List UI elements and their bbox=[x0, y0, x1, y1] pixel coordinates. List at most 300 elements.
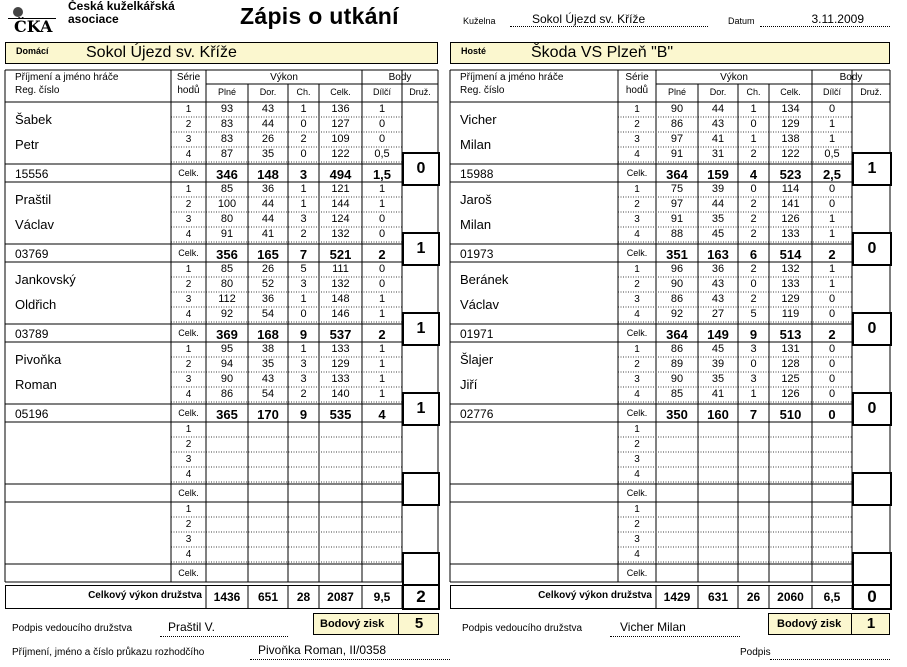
home-throw-cell[interactable]: 80 bbox=[220, 278, 234, 290]
home-sum-cell[interactable]: 4 bbox=[378, 407, 386, 422]
home-col-total: Celk. bbox=[330, 87, 351, 97]
home-throw-cell[interactable]: 0 bbox=[378, 278, 386, 290]
home-throw-cell[interactable]: 1 bbox=[300, 343, 307, 355]
home-series-number: 1 bbox=[185, 424, 192, 435]
home-celk-label: Celk. bbox=[178, 248, 199, 258]
home-series-number: 3 bbox=[185, 294, 192, 305]
home-throw-cell[interactable]: 0 bbox=[300, 118, 307, 130]
away-series-number: 2 bbox=[634, 119, 640, 130]
home-sum-cell[interactable]: 9 bbox=[299, 327, 308, 342]
away-throw-cell[interactable]: 133 bbox=[781, 278, 800, 290]
away-player-surname: Šlajer bbox=[460, 352, 494, 367]
away-throw-cell[interactable]: 90 bbox=[670, 103, 684, 115]
away-throw-cell[interactable]: 97 bbox=[670, 198, 684, 210]
away-throw-cell[interactable]: 31 bbox=[711, 148, 725, 160]
away-team-points-box[interactable] bbox=[852, 472, 892, 506]
home-sum-cell[interactable]: 3 bbox=[299, 167, 308, 182]
away-throw-cell[interactable]: 39 bbox=[711, 183, 725, 195]
home-throw-cell[interactable]: 127 bbox=[331, 118, 350, 130]
away-sum-cell[interactable]: 364 bbox=[666, 167, 688, 182]
away-throw-cell[interactable]: 90 bbox=[670, 278, 684, 290]
away-sum-cell[interactable]: 364 bbox=[666, 327, 688, 342]
home-throw-cell[interactable]: 2 bbox=[300, 228, 307, 240]
home-sum-cell[interactable]: 148 bbox=[257, 167, 279, 182]
home-series-number: 2 bbox=[185, 359, 192, 370]
away-throw-cell[interactable]: 2 bbox=[750, 148, 757, 160]
away-team-points-box[interactable] bbox=[852, 552, 892, 586]
away-series-number: 1 bbox=[634, 424, 640, 435]
away-throw-cell[interactable]: 41 bbox=[711, 388, 725, 400]
home-throw-cell[interactable]: 0 bbox=[300, 148, 307, 160]
home-player-surname: Pivoňka bbox=[15, 352, 62, 367]
away-series-number: 1 bbox=[634, 264, 640, 275]
away-throw-cell[interactable]: 129 bbox=[781, 118, 800, 130]
away-player-firstname: Jiří bbox=[460, 377, 478, 392]
away-throw-cell[interactable]: 86 bbox=[670, 118, 684, 130]
home-throw-cell[interactable]: 132 bbox=[331, 228, 350, 240]
home-throw-cell[interactable]: 133 bbox=[331, 343, 350, 355]
home-throw-cell[interactable]: 1 bbox=[378, 293, 386, 305]
home-throw-cell[interactable]: 43 bbox=[261, 103, 275, 115]
home-gain-value: 5 bbox=[398, 613, 439, 635]
away-throw-cell[interactable]: 27 bbox=[711, 308, 725, 320]
away-sum-cell[interactable]: 9 bbox=[749, 327, 758, 342]
away-series-number: 2 bbox=[634, 199, 640, 210]
away-player-firstname: Milan bbox=[460, 217, 492, 232]
away-throw-cell[interactable]: 125 bbox=[781, 373, 800, 385]
away-throw-cell[interactable]: 97 bbox=[670, 133, 684, 145]
home-throw-cell[interactable]: 44 bbox=[261, 198, 275, 210]
away-sum-cell[interactable]: 2 bbox=[828, 327, 836, 342]
home-throw-cell[interactable]: 109 bbox=[331, 133, 350, 145]
home-throw-cell[interactable]: 112 bbox=[218, 293, 236, 305]
home-throw-cell[interactable]: 35 bbox=[261, 358, 275, 370]
away-player-reg: 15988 bbox=[460, 167, 494, 181]
home-throw-cell[interactable]: 1 bbox=[378, 373, 386, 385]
away-sig-line bbox=[610, 636, 740, 637]
away-col-name-1: Příjmení a jméno hráče bbox=[460, 72, 564, 83]
home-throw-cell[interactable]: 44 bbox=[261, 213, 275, 225]
away-team-points-box[interactable]: 1 bbox=[852, 152, 892, 186]
home-throw-cell[interactable]: 94 bbox=[220, 358, 234, 370]
away-throw-cell[interactable]: 43 bbox=[711, 118, 725, 130]
home-throw-cell[interactable]: 86 bbox=[220, 388, 234, 400]
away-throw-cell[interactable]: 86 bbox=[670, 343, 684, 355]
home-throw-cell[interactable]: 1 bbox=[378, 198, 386, 210]
home-col-clear: Dor. bbox=[259, 87, 277, 97]
home-throw-cell[interactable]: 100 bbox=[217, 198, 237, 210]
home-player-surname: Jankovský bbox=[15, 272, 76, 287]
home-throw-cell[interactable]: 1 bbox=[300, 103, 307, 115]
away-throw-cell[interactable]: 91 bbox=[670, 148, 684, 160]
away-player-firstname: Václav bbox=[460, 297, 500, 312]
home-team-name: Sokol Újezd sv. Kříže bbox=[86, 44, 237, 61]
away-throw-cell[interactable]: 75 bbox=[670, 183, 684, 195]
home-throw-cell[interactable]: 95 bbox=[220, 343, 234, 355]
away-sum-cell[interactable]: 7 bbox=[749, 407, 758, 422]
away-throw-cell[interactable]: 2 bbox=[750, 228, 757, 240]
away-series-number: 4 bbox=[634, 389, 640, 400]
away-celk-label: Celk. bbox=[626, 168, 648, 178]
home-throw-cell[interactable]: 0 bbox=[300, 308, 307, 320]
home-series-number: 2 bbox=[185, 119, 192, 130]
home-throw-cell[interactable]: 1 bbox=[300, 293, 307, 305]
home-team-points-box[interactable]: 1 bbox=[402, 232, 440, 266]
away-team-points-box[interactable]: 0 bbox=[852, 392, 892, 426]
away-throw-cell[interactable]: 126 bbox=[781, 388, 800, 400]
home-throw-cell[interactable]: 91 bbox=[220, 228, 234, 240]
away-throw-cell[interactable]: 138 bbox=[781, 133, 800, 145]
home-series-number: 2 bbox=[185, 439, 192, 450]
away-series-number: 3 bbox=[634, 214, 640, 225]
home-throw-cell[interactable]: 133 bbox=[331, 373, 350, 385]
home-throw-cell[interactable]: 43 bbox=[261, 373, 275, 385]
away-throw-cell[interactable]: 0 bbox=[750, 118, 757, 130]
home-player-reg: 03769 bbox=[15, 247, 49, 261]
away-throw-cell[interactable]: 43 bbox=[711, 293, 725, 305]
home-throw-cell[interactable]: 0 bbox=[378, 263, 386, 275]
away-series-number: 3 bbox=[634, 534, 640, 545]
away-throw-cell[interactable]: 44 bbox=[711, 103, 725, 115]
home-series-number: 2 bbox=[185, 279, 192, 290]
away-label: Hosté bbox=[461, 46, 487, 56]
away-throw-cell[interactable]: 131 bbox=[781, 343, 800, 355]
home-throw-cell[interactable]: 146 bbox=[331, 308, 350, 320]
home-throw-cell[interactable]: 1 bbox=[378, 343, 386, 355]
away-throw-cell[interactable]: 2 bbox=[750, 198, 757, 210]
away-sum-cell[interactable]: 351 bbox=[666, 247, 688, 262]
home-throw-cell[interactable]: 36 bbox=[261, 293, 275, 305]
home-throw-cell[interactable]: 85 bbox=[220, 263, 234, 275]
away-throw-cell[interactable]: 1 bbox=[750, 103, 757, 115]
home-celk-label: Celk. bbox=[178, 328, 199, 338]
referee-line bbox=[250, 659, 450, 660]
home-throw-cell[interactable]: 1 bbox=[378, 388, 386, 400]
away-sum-cell[interactable]: 4 bbox=[749, 167, 758, 182]
home-celk-label: Celk. bbox=[178, 168, 199, 178]
home-player-firstname: Petr bbox=[15, 137, 39, 152]
home-throw-cell[interactable]: 54 bbox=[261, 388, 275, 400]
away-throw-cell[interactable]: 0 bbox=[828, 343, 836, 355]
home-sum-cell[interactable]: 165 bbox=[257, 247, 279, 262]
away-team-points-box[interactable]: 0 bbox=[852, 312, 892, 346]
away-throw-cell[interactable]: 39 bbox=[711, 358, 725, 370]
away-totals-label: Celkový výkon družstva bbox=[538, 590, 652, 601]
home-throw-cell[interactable]: 0 bbox=[378, 213, 386, 225]
away-throw-cell[interactable]: 1 bbox=[750, 133, 757, 145]
away-total-cell: 1429 bbox=[663, 590, 691, 604]
away-series-number: 2 bbox=[634, 519, 640, 530]
away-throw-cell[interactable]: 1 bbox=[828, 278, 836, 290]
away-col-total: Celk. bbox=[780, 87, 801, 97]
away-col-clear: Dor. bbox=[709, 87, 727, 97]
away-throw-cell[interactable]: 0 bbox=[828, 308, 836, 320]
away-throw-cell[interactable]: 132 bbox=[781, 263, 800, 275]
away-throw-cell[interactable]: 2 bbox=[750, 263, 757, 275]
home-throw-cell[interactable]: 3 bbox=[300, 358, 307, 370]
home-series-number: 2 bbox=[185, 519, 192, 530]
away-player-surname: Jaroš bbox=[460, 192, 492, 207]
home-throw-cell[interactable]: 93 bbox=[220, 103, 234, 115]
away-throw-cell[interactable]: 5 bbox=[750, 308, 757, 320]
away-throw-cell[interactable]: 0 bbox=[828, 183, 836, 195]
home-throw-cell[interactable]: 3 bbox=[300, 213, 307, 225]
home-throw-cell[interactable]: 41 bbox=[261, 228, 275, 240]
home-throw-cell[interactable]: 0,5 bbox=[374, 148, 390, 160]
away-sum-cell[interactable]: 510 bbox=[779, 407, 802, 422]
home-sum-cell[interactable]: 7 bbox=[299, 247, 308, 262]
away-throw-cell[interactable]: 1 bbox=[828, 118, 836, 130]
home-player-surname: Praštil bbox=[15, 192, 52, 207]
home-totals-label: Celkový výkon družstva bbox=[88, 590, 202, 601]
away-col-partial: Dílčí bbox=[823, 87, 841, 97]
home-throw-cell[interactable]: 2 bbox=[300, 388, 307, 400]
home-throw-cell[interactable]: 87 bbox=[220, 148, 234, 160]
away-throw-cell[interactable]: 0 bbox=[828, 103, 836, 115]
away-throw-cell[interactable]: 122 bbox=[781, 148, 800, 160]
away-throw-cell[interactable]: 126 bbox=[781, 213, 800, 225]
home-sum-cell[interactable]: 168 bbox=[257, 327, 279, 342]
home-team-points-box[interactable]: 1 bbox=[402, 392, 440, 426]
away-sum-cell[interactable]: 149 bbox=[707, 327, 729, 342]
away-player-firstname: Milan bbox=[460, 137, 492, 152]
away-throw-cell[interactable]: 96 bbox=[670, 263, 684, 275]
date-field[interactable]: 3.11.2009 bbox=[760, 12, 890, 27]
away-sum-cell[interactable]: 513 bbox=[779, 327, 802, 342]
home-throw-cell[interactable]: 54 bbox=[261, 308, 275, 320]
home-team-points-box[interactable]: 0 bbox=[402, 152, 440, 186]
away-series-number: 2 bbox=[634, 439, 640, 450]
home-series-number: 4 bbox=[185, 389, 192, 400]
home-player-firstname: Oldřich bbox=[15, 297, 57, 312]
away-throw-cell[interactable]: 35 bbox=[711, 373, 725, 385]
home-sum-cell[interactable]: 346 bbox=[216, 167, 238, 182]
away-throw-cell[interactable]: 1 bbox=[750, 388, 757, 400]
away-throw-cell[interactable]: 134 bbox=[781, 103, 800, 115]
home-throw-cell[interactable]: 80 bbox=[220, 213, 234, 225]
home-total-cell: 651 bbox=[257, 590, 279, 604]
away-sum-cell[interactable]: 2,5 bbox=[822, 167, 842, 182]
referee-sig-label: Podpis bbox=[740, 647, 771, 658]
away-throw-cell[interactable]: 1 bbox=[828, 213, 836, 225]
home-throw-cell[interactable]: 3 bbox=[300, 278, 307, 290]
away-throw-cell[interactable]: 41 bbox=[711, 133, 725, 145]
away-series-number: 4 bbox=[634, 309, 640, 320]
home-throw-cell[interactable]: 121 bbox=[331, 183, 350, 195]
away-throw-cell[interactable]: 0 bbox=[750, 358, 757, 370]
home-throw-cell[interactable]: 1 bbox=[378, 308, 386, 320]
away-throw-cell[interactable]: 0 bbox=[750, 278, 757, 290]
away-throw-cell[interactable]: 0 bbox=[828, 198, 836, 210]
away-col-team: Druž. bbox=[860, 87, 882, 97]
home-sum-cell[interactable]: 1,5 bbox=[372, 167, 392, 182]
home-throw-cell[interactable]: 140 bbox=[331, 388, 350, 400]
away-throw-cell[interactable]: 45 bbox=[711, 343, 725, 355]
away-player-reg: 01971 bbox=[460, 327, 494, 341]
home-series-number: 1 bbox=[185, 504, 192, 515]
away-throw-cell[interactable]: 0 bbox=[750, 183, 757, 195]
home-col-team: Druž. bbox=[409, 87, 431, 97]
away-celk-label: Celk. bbox=[626, 408, 648, 418]
home-throw-cell[interactable]: 1 bbox=[378, 183, 386, 195]
home-col-partial: Dílčí bbox=[373, 87, 391, 97]
referee-label: Příjmení, jméno a číslo průkazu rozhodčího bbox=[12, 647, 205, 658]
away-throw-cell[interactable]: 2 bbox=[750, 213, 757, 225]
home-total-cell: 2087 bbox=[327, 590, 354, 604]
home-col-series-2: hodů bbox=[177, 85, 200, 96]
page-title: Zápis o utkání bbox=[240, 3, 399, 29]
home-sum-cell[interactable]: 2 bbox=[378, 327, 386, 342]
home-sum-cell[interactable]: 494 bbox=[329, 167, 352, 182]
away-celk-label: Celk. bbox=[626, 328, 648, 338]
away-throw-cell[interactable]: 129 bbox=[781, 293, 800, 305]
home-throw-cell[interactable]: 2 bbox=[300, 133, 307, 145]
venue-label: Kuželna bbox=[463, 16, 496, 26]
home-throw-cell[interactable]: 83 bbox=[220, 133, 234, 145]
away-throw-cell[interactable]: 0 bbox=[828, 358, 836, 370]
home-throw-cell[interactable]: 90 bbox=[220, 373, 234, 385]
away-throw-cell[interactable]: 45 bbox=[711, 228, 725, 240]
away-throw-cell[interactable]: 1 bbox=[828, 133, 836, 145]
venue-field[interactable]: Sokol Újezd sv. Kříže bbox=[510, 12, 708, 27]
home-throw-cell[interactable]: 44 bbox=[261, 118, 275, 130]
home-series-number: 3 bbox=[185, 534, 192, 545]
home-sum-cell[interactable]: 369 bbox=[216, 327, 238, 342]
away-throw-cell[interactable]: 1 bbox=[828, 263, 836, 275]
home-label: Domácí bbox=[16, 46, 49, 56]
away-throw-cell[interactable]: 85 bbox=[670, 388, 684, 400]
away-total-cell: 2060 bbox=[777, 590, 804, 604]
home-series-number: 1 bbox=[185, 344, 192, 355]
away-throw-cell[interactable]: 90 bbox=[670, 373, 684, 385]
home-throw-cell[interactable]: 124 bbox=[331, 213, 350, 225]
away-throw-cell[interactable]: 133 bbox=[781, 228, 800, 240]
away-throw-cell[interactable]: 119 bbox=[781, 308, 800, 320]
home-gain-label: Bodový zisk bbox=[320, 618, 385, 630]
away-col-perf: Výkon bbox=[720, 72, 748, 83]
home-throw-cell[interactable]: 38 bbox=[261, 343, 275, 355]
home-sum-cell[interactable]: 521 bbox=[329, 247, 352, 262]
home-throw-cell[interactable]: 5 bbox=[300, 263, 307, 275]
away-sum-cell[interactable]: 163 bbox=[707, 247, 729, 262]
away-gain-label: Bodový zisk bbox=[777, 618, 842, 630]
home-throw-cell[interactable]: 136 bbox=[331, 103, 350, 115]
home-sum-cell[interactable]: 2 bbox=[378, 247, 386, 262]
away-sum-cell[interactable]: 6 bbox=[749, 247, 758, 262]
away-throw-cell[interactable]: 141 bbox=[781, 198, 800, 210]
home-throw-cell[interactable]: 129 bbox=[331, 358, 350, 370]
away-throw-cell[interactable]: 0 bbox=[828, 373, 836, 385]
away-total-cell: 631 bbox=[707, 590, 729, 604]
away-sum-cell[interactable]: 514 bbox=[779, 247, 802, 262]
home-sum-cell[interactable]: 356 bbox=[216, 247, 238, 262]
away-throw-cell[interactable]: 2 bbox=[750, 293, 757, 305]
away-throw-cell[interactable]: 0,5 bbox=[824, 148, 840, 160]
home-throw-cell[interactable]: 36 bbox=[261, 183, 275, 195]
home-throw-cell[interactable]: 0 bbox=[378, 133, 386, 145]
home-sum-cell[interactable]: 537 bbox=[329, 327, 352, 342]
away-throw-cell[interactable]: 114 bbox=[781, 183, 800, 195]
away-player-surname: Vicher bbox=[460, 112, 497, 127]
home-series-number: 3 bbox=[185, 374, 192, 385]
home-throw-cell[interactable]: 144 bbox=[331, 198, 350, 210]
away-sum-cell[interactable]: 523 bbox=[779, 167, 802, 182]
home-throw-cell[interactable]: 26 bbox=[261, 133, 275, 145]
away-throw-cell[interactable]: 44 bbox=[711, 198, 725, 210]
referee-value: Pivoňka Roman, II/0358 bbox=[258, 643, 387, 657]
home-col-perf: Výkon bbox=[270, 72, 298, 83]
home-throw-cell[interactable]: 92 bbox=[220, 308, 234, 320]
away-throw-cell[interactable]: 128 bbox=[781, 358, 800, 370]
away-throw-cell[interactable]: 92 bbox=[670, 308, 684, 320]
home-throw-cell[interactable]: 132 bbox=[331, 278, 350, 290]
away-gain-value: 1 bbox=[851, 613, 890, 635]
home-sig-line bbox=[160, 636, 288, 637]
home-throw-cell[interactable]: 26 bbox=[261, 263, 275, 275]
away-throw-cell[interactable]: 35 bbox=[711, 213, 725, 225]
home-throw-cell[interactable]: 83 bbox=[220, 118, 234, 130]
away-sum-cell[interactable]: 350 bbox=[666, 407, 688, 422]
home-throw-cell[interactable]: 3 bbox=[300, 373, 307, 385]
home-throw-cell[interactable]: 122 bbox=[331, 148, 350, 160]
home-series-number: 2 bbox=[185, 199, 192, 210]
home-throw-cell[interactable]: 85 bbox=[220, 183, 234, 195]
away-throw-cell[interactable]: 3 bbox=[750, 373, 757, 385]
away-throw-cell[interactable]: 0 bbox=[828, 293, 836, 305]
home-team-points-box[interactable]: 1 bbox=[402, 312, 440, 346]
away-player-reg: 02776 bbox=[460, 407, 494, 421]
svg-text:ČKA: ČKA bbox=[14, 17, 53, 34]
home-sum-cell[interactable]: 365 bbox=[216, 407, 238, 422]
home-throw-cell[interactable]: 111 bbox=[332, 263, 349, 275]
home-sum-cell[interactable]: 170 bbox=[257, 407, 279, 422]
away-throw-cell[interactable]: 89 bbox=[670, 358, 684, 370]
home-throw-cell[interactable]: 148 bbox=[331, 293, 350, 305]
date-label: Datum bbox=[728, 16, 755, 26]
away-throw-cell[interactable]: 3 bbox=[750, 343, 757, 355]
away-total-cell: 6,5 bbox=[823, 590, 841, 604]
away-sum-cell[interactable]: 0 bbox=[828, 407, 836, 422]
away-series-number: 1 bbox=[634, 184, 640, 195]
home-series-number: 4 bbox=[185, 309, 192, 320]
home-throw-cell[interactable]: 52 bbox=[261, 278, 275, 290]
home-series-number: 3 bbox=[185, 454, 192, 465]
away-series-number: 1 bbox=[634, 104, 640, 115]
away-sum-cell[interactable]: 2 bbox=[828, 247, 836, 262]
home-sum-cell[interactable]: 9 bbox=[299, 407, 308, 422]
home-throw-cell[interactable]: 1 bbox=[378, 103, 386, 115]
home-throw-cell[interactable]: 0 bbox=[378, 118, 386, 130]
away-throw-cell[interactable]: 86 bbox=[670, 293, 684, 305]
away-throw-cell[interactable]: 88 bbox=[670, 228, 684, 240]
home-throw-cell[interactable]: 1 bbox=[300, 198, 307, 210]
home-throw-cell[interactable]: 1 bbox=[378, 358, 386, 370]
home-throw-cell[interactable]: 0 bbox=[378, 228, 386, 240]
home-sum-cell[interactable]: 535 bbox=[329, 407, 352, 422]
away-throw-cell[interactable]: 43 bbox=[711, 278, 725, 290]
away-throw-cell[interactable]: 1 bbox=[828, 228, 836, 240]
home-throw-cell[interactable]: 1 bbox=[300, 183, 307, 195]
away-sum-cell[interactable]: 159 bbox=[707, 167, 729, 182]
away-throw-cell[interactable]: 91 bbox=[670, 213, 684, 225]
away-series-number: 4 bbox=[634, 149, 640, 160]
away-sum-cell[interactable]: 160 bbox=[707, 407, 729, 422]
home-throw-cell[interactable]: 35 bbox=[261, 148, 275, 160]
away-throw-cell[interactable]: 0 bbox=[828, 388, 836, 400]
away-throw-cell[interactable]: 36 bbox=[711, 263, 725, 275]
away-team-points-box[interactable]: 0 bbox=[852, 232, 892, 266]
home-player-firstname: Václav bbox=[15, 217, 55, 232]
